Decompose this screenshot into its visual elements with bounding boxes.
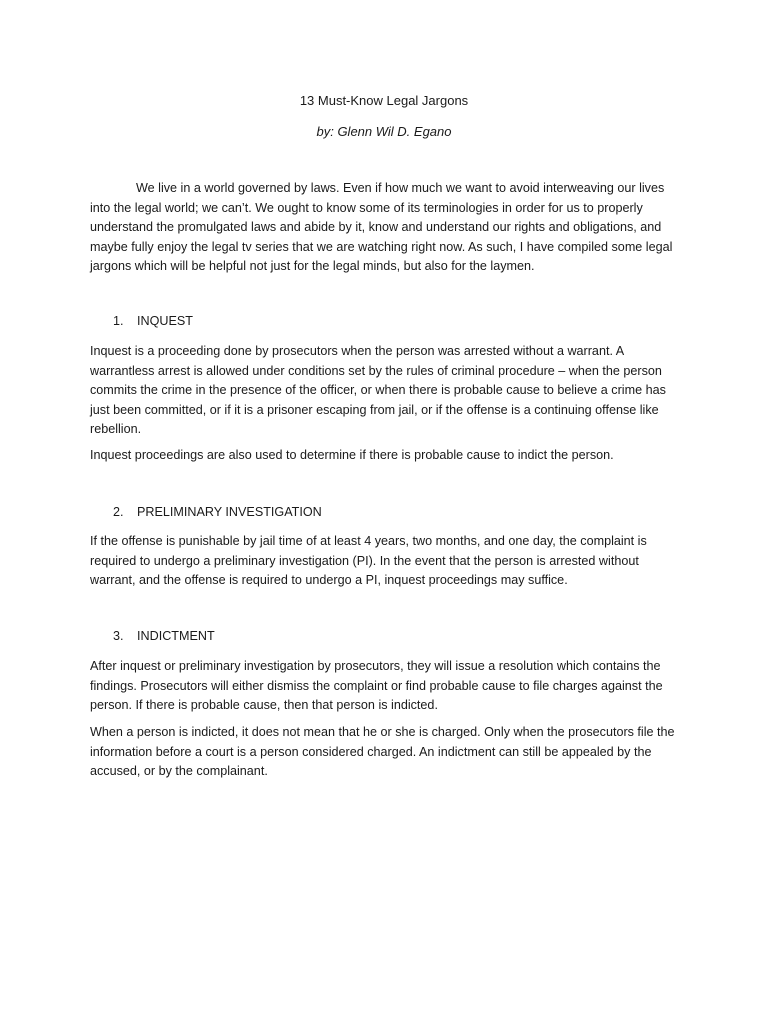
section-number: 3. (113, 629, 124, 643)
section-paragraph: After inquest or preliminary investigation by prosecutors, they will issue a resolution which contains the findings. Prosecutors will either dismiss the complaint or find probable cause to file charges against the person. If there is probable cause, then that person is indicted. (90, 659, 663, 712)
section-paragraph: Inquest is a proceeding done by prosecutors when the person was arrested without a warrant. A warrantless arrest is allowed under conditions set by the rules of criminal procedure – when the person commits the crime in the presence of the officer, or when there is probable cause to believe a crime has just been committed, or if it is a prisoner escaping from jail, or if the offense is a continuing offense like rebellion. (90, 344, 666, 436)
section-heading-inquest (113, 314, 193, 328)
section-title: INQUEST (137, 314, 193, 328)
document-byline: by: Glenn Wil D. Egano (316, 124, 452, 139)
section-paragraph: When a person is indicted, it does not mean that he or she is charged. Only when the prosecutors file the information before a court is a person considered charged. An indictment can still be appealed by the accused, or by the complainant. (90, 725, 675, 778)
section-number: 2. (113, 505, 124, 519)
section-heading-indictment (113, 629, 215, 643)
section-paragraph: Inquest proceedings are also used to determine if there is probable cause to indict the person. (90, 448, 614, 462)
intro-paragraph: We live in a world governed by laws. Even if how much we want to avoid interweaving our lives into the legal world; we can’t. We ought to know some of its terminologies in order for us to properly understand the promulgated laws and abide by it, know and understand our rights and obligations, and maybe fully enjoy the legal tv series that we are watching right now. As such, I have compiled some legal jargons which will be helpful not just for the legal minds, but also for the laymen. (90, 181, 673, 273)
section-title: PRELIMINARY INVESTIGATION (137, 505, 322, 519)
document-title: 13 Must-Know Legal Jargons (299, 93, 469, 108)
section-number: 1. (113, 314, 124, 328)
section-paragraph: If the offense is punishable by jail time of at least 4 years, two months, and one day, the complaint is required to undergo a preliminary investigation (PI). In the event that the person is arrested without warrant, and the offense is required to undergo a PI, inquest proceedings may suffice. (90, 534, 647, 587)
section-heading-preliminary-investigation (113, 505, 322, 519)
section-title: INDICTMENT (137, 629, 215, 643)
